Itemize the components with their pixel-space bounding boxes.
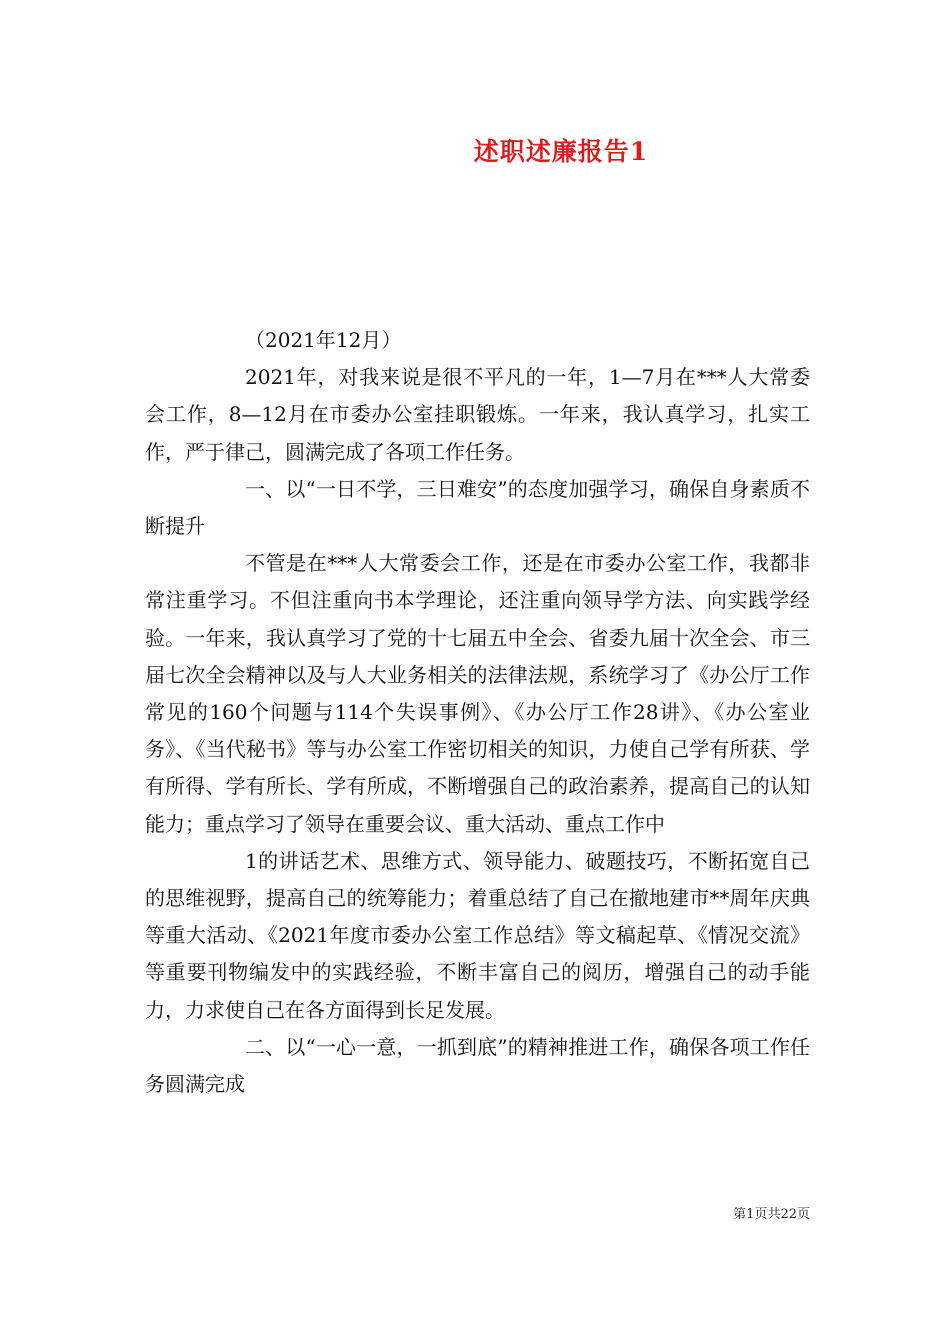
page-number: 第1页共22页 bbox=[733, 1207, 810, 1222]
paragraph-intro: 2021年，对我来说是很不平凡的一年，1—7月在***人大常委会工作，8—12月在市委办公室挂职锻炼。一年来，我认真学习，扎实工作，严于律己，圆满完成了各项工作任务。 bbox=[145, 365, 810, 464]
report-date: （2021年12月） bbox=[245, 328, 402, 352]
section-heading-2: 二、以“一心一意，一抓到底”的精神推进工作，确保各项工作任务圆满完成 bbox=[145, 1034, 810, 1097]
section-heading-1: 一、以“一日不学，三日难安”的态度加强学习，确保自身素质不断提升 bbox=[145, 476, 810, 539]
document-title: 述职述廉报告1 bbox=[473, 137, 649, 166]
paragraph-experience: 1的讲话艺术、思维方式、领导能力、破题技巧，不断拓宽自己的思维视野，提高自己的统筹能力；着重总结了自己在撤地建市**周年庆典等重大活动、《2021年度市委办公室工作总结》等文稿起草、《情况交流》等重要刊物编发中的实践经验，不断丰富自己的阅历，增强自己的动手能力，力求使自己在各方面得到长足发展。 bbox=[145, 848, 810, 1022]
document-body bbox=[145, 322, 810, 1103]
paragraph-study: 不管是在***人大常委会工作，还是在市委办公室工作，我都非常注重学习。不但注重向书本学理论，还注重向领导学方法、向实践学经验。一年来，我认真学习了党的十七届五中全会、省委九届十次全会、市三届七次全会精神以及与人大业务相关的法律法规，系统学习了《办公厅工作常见的160个问题与114个失误事例》、《办公厅工作28讲》、《办公室业务》、《当代秘书》等与办公室工作密切相关的知识，力使自己学有所获、学有所得、学有所长、学有所成，不断增强自己的政治素养，提高自己的认知能力；重点学习了领导在重要会议、重大活动、重点工作中 bbox=[145, 551, 810, 836]
